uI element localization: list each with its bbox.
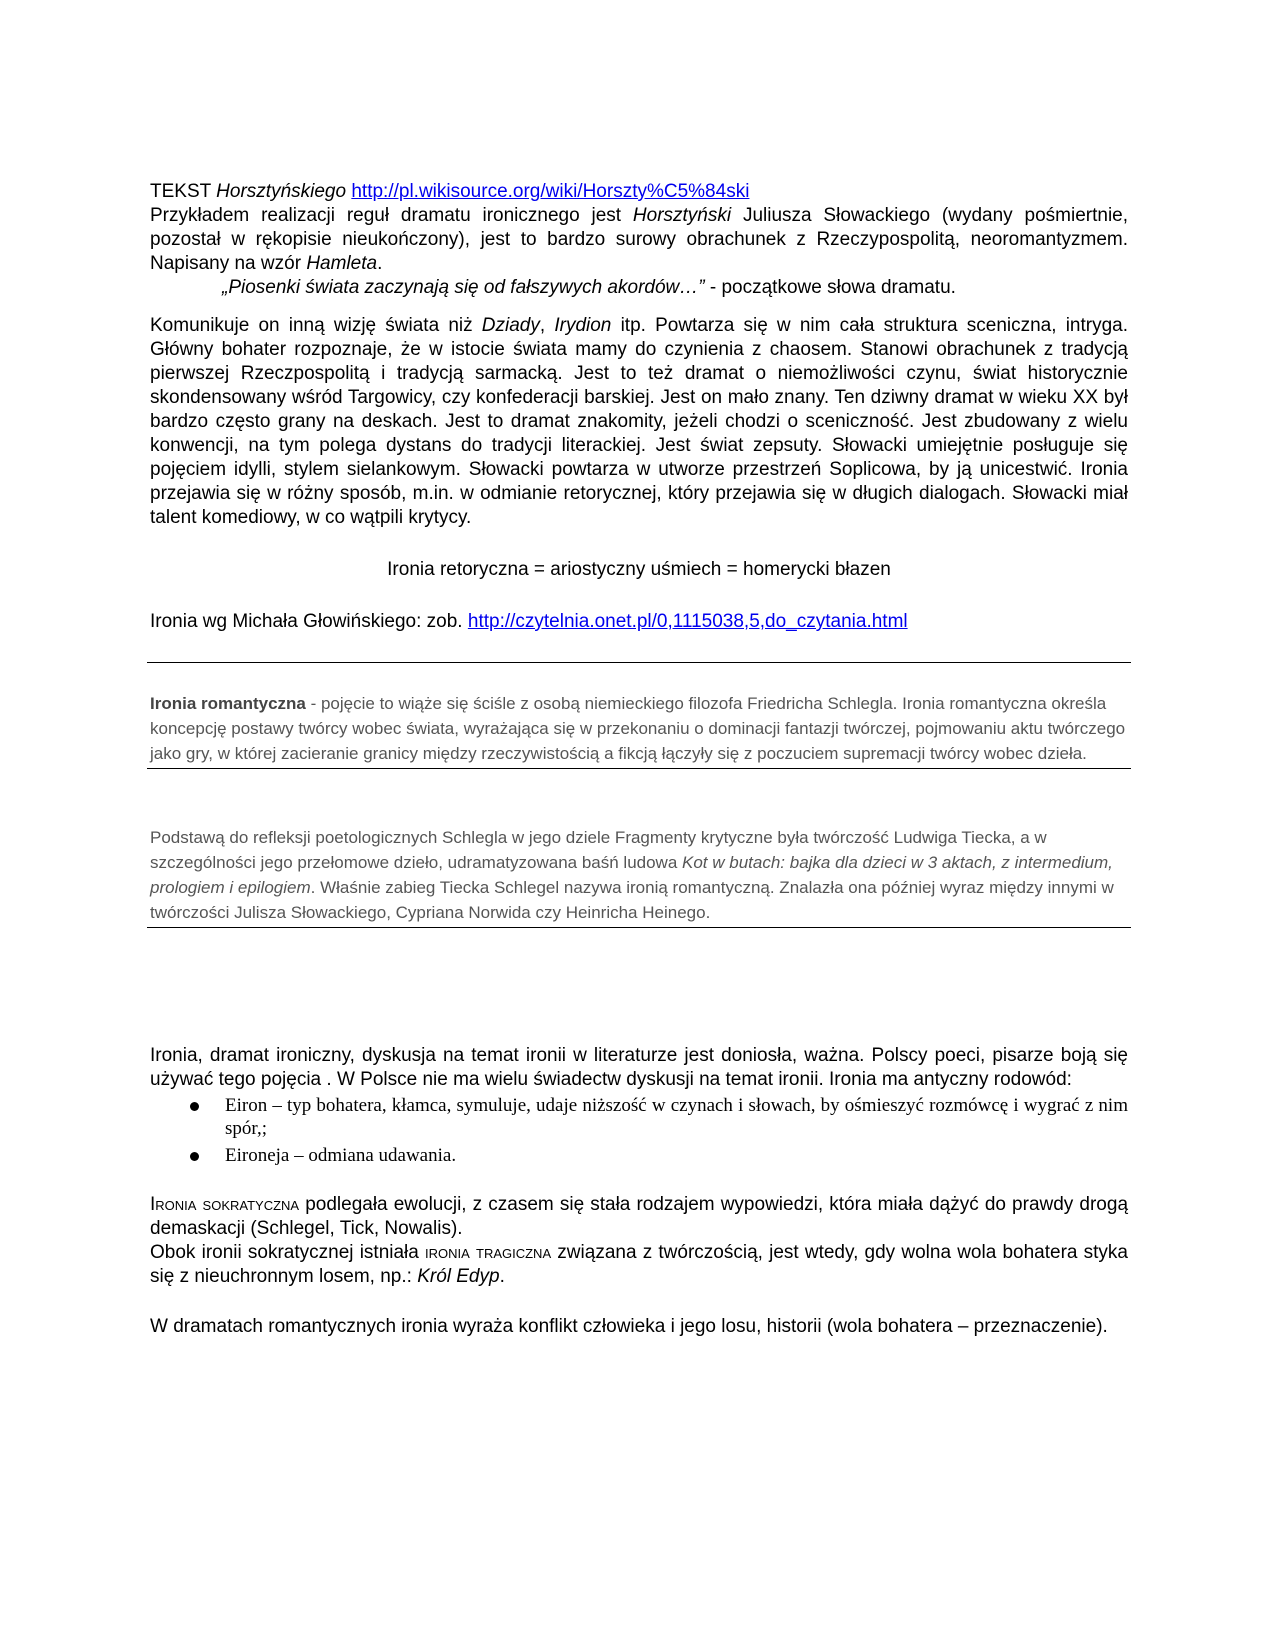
bullet-icon [190, 1102, 199, 1111]
final-paragraph: W dramatach romantycznych ironia wyraża konflikt człowieka i jego losu, historii (wola bohatera – przeznaczenie). [150, 1316, 1108, 1337]
divider-middle [147, 768, 1131, 769]
sokratyczna-text: podlegała ewolucji, z czasem się stała rodzajem wypowiedzi, która miała dążyć do prawdy drogą demaskacji (Schlegel, Tick, Nowalis). [150, 1194, 1129, 1239]
intro-text-a: Przykładem realizacji reguł dramatu ironicznego jest [150, 205, 622, 226]
term-ironia-tragiczna: ironia tragiczna [425, 1242, 552, 1263]
list-item [190, 1094, 1128, 1140]
tekst-label: TEKST [150, 181, 211, 202]
quote-caption: - początkowe słowa dramatu. [709, 277, 956, 298]
bullet-icon [190, 1152, 199, 1161]
irony-equation: Ironia retoryczna = ariostyczny uśmiech = homerycki błazen [387, 559, 891, 580]
note-text: - pojęcie to wiąże się ściśle z osobą niemieckiego filozofa Friedricha Schlegla. Ironia romantyczna określa koncepcję postawy twórcy wobec świata, wyrażająca się w przekonaniu o dominacji fantazji twórczej, pojmowaniu aktu twórczego jako gry, w której zacieranie granicy między rzeczywistością a fikcją łączyły się z poczuciem supremacji twórcy wobec dzieła. [150, 694, 1126, 763]
sokratyczna-paragraph [150, 1193, 1128, 1241]
note-schlegel-tieck [150, 825, 1128, 925]
glowinski-line [150, 610, 1128, 634]
ironia-paragraph: Ironia, dramat ironiczny, dyskusja na temat ironii w literaturze jest doniosła, ważna. Polscy poeci, pisarze boją się używać tego pojęcia . W Polsce nie ma wielu świadectw dyskusji na temat ironii. Ironia ma antyczny rodowód: [150, 1045, 1128, 1090]
title-dziady: Dziady [481, 315, 540, 336]
intro-text-b: Juliusza Słowackiego (wydany pośmiertnie, pozostał w rękopisie nieukończony), jest to bardzo surowy obrachunek z Rzeczypospolitą, neoromantyzmem. Napisany na wzór [150, 205, 1129, 274]
wikisource-link[interactable]: http://pl.wikisource.org/wiki/Horszty%C5%84ski [351, 181, 750, 202]
title-irydion: Irydion [554, 315, 612, 336]
main-text-a: Komunikuje on inną wizję świata niż [150, 315, 473, 336]
divider-bottom [147, 927, 1131, 928]
term-ironia-sokratyczna: Ironia sokratyczna [150, 1194, 300, 1215]
opening-quote: „Piosenki świata zaczynają się od fałszywych akordów…” [222, 277, 705, 298]
note2-text-a: Podstawą do refleksji poetologicznych Schlegla w jego dziele Fragmenty krytyczne była twórczość Ludwiga Tiecka, a w szczególności jego przełomowe dzieło, udramatyzowana baśń ludowa [150, 828, 1047, 872]
note2-text-b: . Właśnie zabieg Tiecka Schlegel nazywa ironią romantyczną. Znalazła ona później wyraz między innymi w twórczości Julisza Słowackiego, Cypriana Norwida czy Heinricha Heinego. [150, 878, 1114, 922]
bullet-list [150, 1094, 1128, 1167]
document-page [150, 180, 1128, 1339]
list-item [190, 1144, 1128, 1167]
title-krol-edyp: Król Edyp [417, 1266, 500, 1287]
tragiczna-paragraph [150, 1241, 1128, 1289]
tragiczna-text-a: Obok ironii sokratycznej istniała [150, 1242, 426, 1263]
divider-top [147, 662, 1131, 663]
note-term: Ironia romantyczna [150, 694, 306, 713]
intro-end: . [377, 253, 383, 274]
intro-title-horsztynski: Horsztyński [632, 205, 732, 226]
intro-paragraph [150, 204, 1128, 276]
tekst-line [150, 180, 1128, 204]
note2-title-kot-w-butach: Kot w butach: bajka dla dzieci w 3 aktach, z intermedium, prologiem i epilogiem [150, 853, 1113, 897]
tragiczna-text-b: związana z twórczością, jest wtedy, gdy wolna wola bohatera styka się z nieuchronnym losem, np.: [150, 1242, 1128, 1287]
quote-line [150, 276, 1128, 300]
tragiczna-end: . [499, 1266, 505, 1287]
note-ironia-romantyczna [150, 691, 1128, 766]
bullet-text-eiron: Eiron – typ bohatera, kłamca, symuluje, udaje niższość w czynach i słowach, by ośmieszyć rozmówcę i wygrać z nim spór,; [225, 1095, 1128, 1139]
main-comma: , [539, 315, 546, 336]
tekst-title: Horsztyńskiego [216, 181, 347, 202]
bullet-text-eironeja: Eironeja – odmiana udawania. [225, 1145, 457, 1166]
main-paragraph [150, 314, 1128, 530]
glowinski-text: Ironia wg Michała Głowińskiego: zob. [150, 611, 463, 632]
intro-title-hamlet: Hamleta [306, 253, 378, 274]
onet-link[interactable]: http://czytelnia.onet.pl/0,1115038,5,do_czytania.html [467, 611, 908, 632]
main-text-b: itp. Powtarza się w nim cała struktura sceniczna, intryga. Główny bohater rozpoznaje, że w istocie świata mamy do czynienia z chaosem. Stanowi obrachunek z tradycją pierwszej Rzeczpospolitą i tradycją sarmacką. Jest to też dramat o niemożliwości czynu, świat historycznie skondensowany wśród Targowicy, czy konfederacji barskiej. Jest on mało znany. Ten dziwny dramat w wieku XX był bardzo często grany na deskach. Jest to dramat znakomity, jeżeli chodzi o sceniczność. Jest zbudowany z wielu konwencji, na tym polega dystans do tradycji literackiej. Jest świat zepsuty. Słowacki umiejętnie posługuje się pojęciem idylli, stylem sielankowym. Słowacki powtarza w utworze przestrzeń Soplicowa, by ją unicestwić. Ironia przejawia się w różny sposób, m.in. w odmianie retorycznej, który przejawia się w długich dialogach. Słowacki miał talent komediowy, w co wątpili krytycy. [150, 315, 1129, 528]
